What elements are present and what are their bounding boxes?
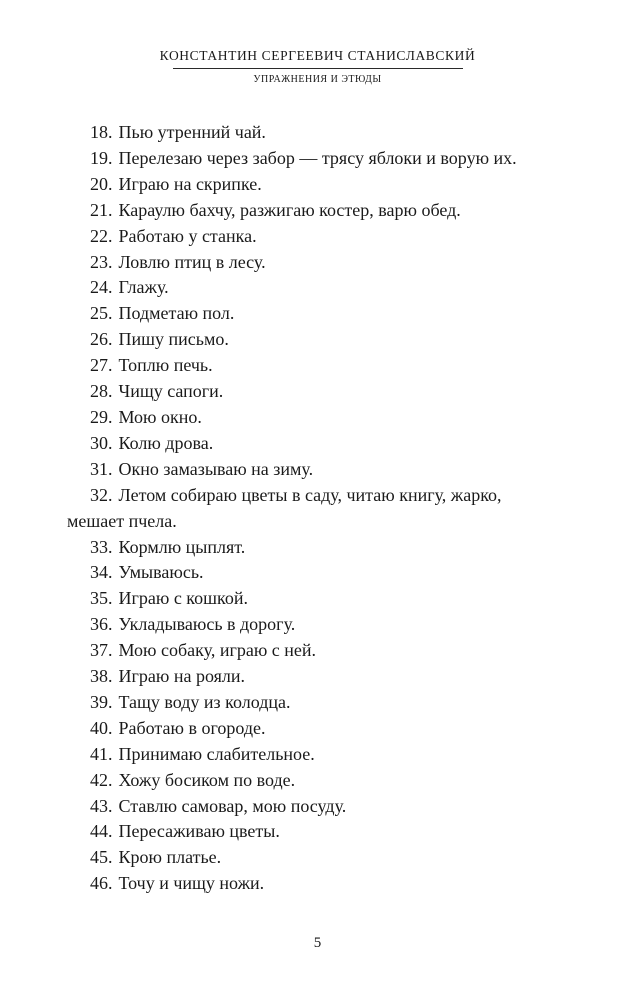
exercise-list	[67, 120, 570, 897]
item-number: 36.	[90, 614, 113, 635]
list-item	[67, 483, 570, 535]
item-number: 40.	[90, 717, 113, 738]
item-text: Топлю печь.	[118, 355, 213, 376]
item-number: 41.	[90, 743, 113, 764]
item-text: Ставлю самовар, мою посуду.	[118, 795, 347, 816]
list-item	[90, 172, 570, 198]
item-text: Пишу письмо.	[118, 329, 229, 350]
item-number: 45.	[90, 847, 113, 868]
item-text: Чищу сапоги.	[118, 381, 224, 402]
item-number: 20.	[90, 173, 113, 194]
list-item	[90, 742, 570, 768]
list-item	[90, 535, 570, 561]
list-item	[90, 405, 570, 431]
list-item	[90, 664, 570, 690]
page-number: 5	[313, 935, 322, 951]
item-number: 42.	[90, 769, 113, 790]
item-number: 44.	[90, 821, 113, 842]
list-item	[90, 353, 570, 379]
item-text-continuation: мешает пчела.	[67, 510, 177, 531]
item-text: Окно замазываю на зиму.	[118, 458, 314, 479]
list-item	[90, 768, 570, 794]
item-number: 31.	[90, 458, 113, 479]
list-item	[90, 275, 570, 301]
item-number: 27.	[90, 355, 113, 376]
list-item	[90, 327, 570, 353]
item-text: Играю с кошкой.	[118, 588, 248, 609]
item-text: Ловлю птиц в лесу.	[118, 251, 266, 272]
item-text: Мою окно.	[118, 406, 202, 427]
list-item	[90, 690, 570, 716]
item-text: Играю на скрипке.	[118, 173, 262, 194]
list-item	[90, 586, 570, 612]
item-text: Умываюсь.	[118, 562, 204, 583]
list-item	[90, 301, 570, 327]
list-item	[90, 457, 570, 483]
item-number: 43.	[90, 795, 113, 816]
item-text: Мою собаку, играю с ней.	[118, 640, 317, 661]
list-item	[90, 250, 570, 276]
item-number: 26.	[90, 329, 113, 350]
item-text: Играю на рояли.	[118, 666, 245, 687]
list-item	[90, 871, 570, 897]
item-number: 18.	[90, 122, 113, 142]
item-number: 35.	[90, 588, 113, 609]
item-text: Колю дрова.	[118, 432, 214, 453]
list-item	[90, 146, 570, 172]
item-number: 37.	[90, 640, 113, 661]
list-item	[90, 612, 570, 638]
item-number: 23.	[90, 251, 113, 272]
list-item	[90, 845, 570, 871]
running-head-author: КОНСТАНТИН СЕРГЕЕВИЧ СТАНИСЛАВСКИЙ	[159, 48, 476, 63]
item-text: Караулю бахчу, разжигаю костер, варю обед.	[118, 199, 461, 220]
item-number: 32.	[90, 484, 113, 505]
list-item	[90, 560, 570, 586]
running-head-rule	[173, 68, 463, 69]
item-number: 38.	[90, 666, 113, 687]
running-head-book-title: УПРАЖНЕНИЯ И ЭТЮДЫ	[253, 74, 382, 85]
item-number: 46.	[90, 873, 113, 894]
item-text: Перелезаю через забор — трясу яблоки и ворую их.	[118, 147, 517, 168]
item-number: 39.	[90, 691, 113, 712]
item-text: Укладываюсь в дорогу.	[118, 614, 296, 635]
list-item	[90, 198, 570, 224]
item-text: Глажу.	[118, 277, 169, 298]
item-text: Работаю в огороде.	[118, 717, 266, 738]
item-number: 19.	[90, 147, 113, 168]
item-text: Пью утренний чай.	[118, 122, 266, 142]
list-item	[90, 716, 570, 742]
list-item	[90, 224, 570, 250]
item-text: Тащу воду из колодца.	[118, 691, 291, 712]
item-number: 24.	[90, 277, 113, 298]
item-number: 25.	[90, 303, 113, 324]
list-item	[90, 120, 570, 146]
running-head	[0, 48, 635, 86]
item-number: 28.	[90, 381, 113, 402]
item-number: 34.	[90, 562, 113, 583]
item-text: Летом собираю цветы в саду, читаю книгу, жарко,	[118, 484, 502, 505]
item-number: 22.	[90, 225, 113, 246]
item-text: Крою платье.	[118, 847, 222, 868]
item-number: 29.	[90, 406, 113, 427]
list-item	[90, 819, 570, 845]
list-item	[90, 431, 570, 457]
item-text: Кормлю цыплят.	[118, 536, 246, 557]
item-number: 33.	[90, 536, 113, 557]
item-text: Пересаживаю цветы.	[118, 821, 280, 842]
item-number: 21.	[90, 199, 113, 220]
item-text: Принимаю слабительное.	[118, 743, 315, 764]
item-text: Подметаю пол.	[118, 303, 235, 324]
item-text: Хожу босиком по воде.	[118, 769, 296, 790]
item-number: 30.	[90, 432, 113, 453]
list-item	[90, 794, 570, 820]
item-text: Точу и чищу ножи.	[118, 873, 265, 894]
list-item	[90, 638, 570, 664]
list-item	[90, 379, 570, 405]
item-text: Работаю у станка.	[118, 225, 257, 246]
